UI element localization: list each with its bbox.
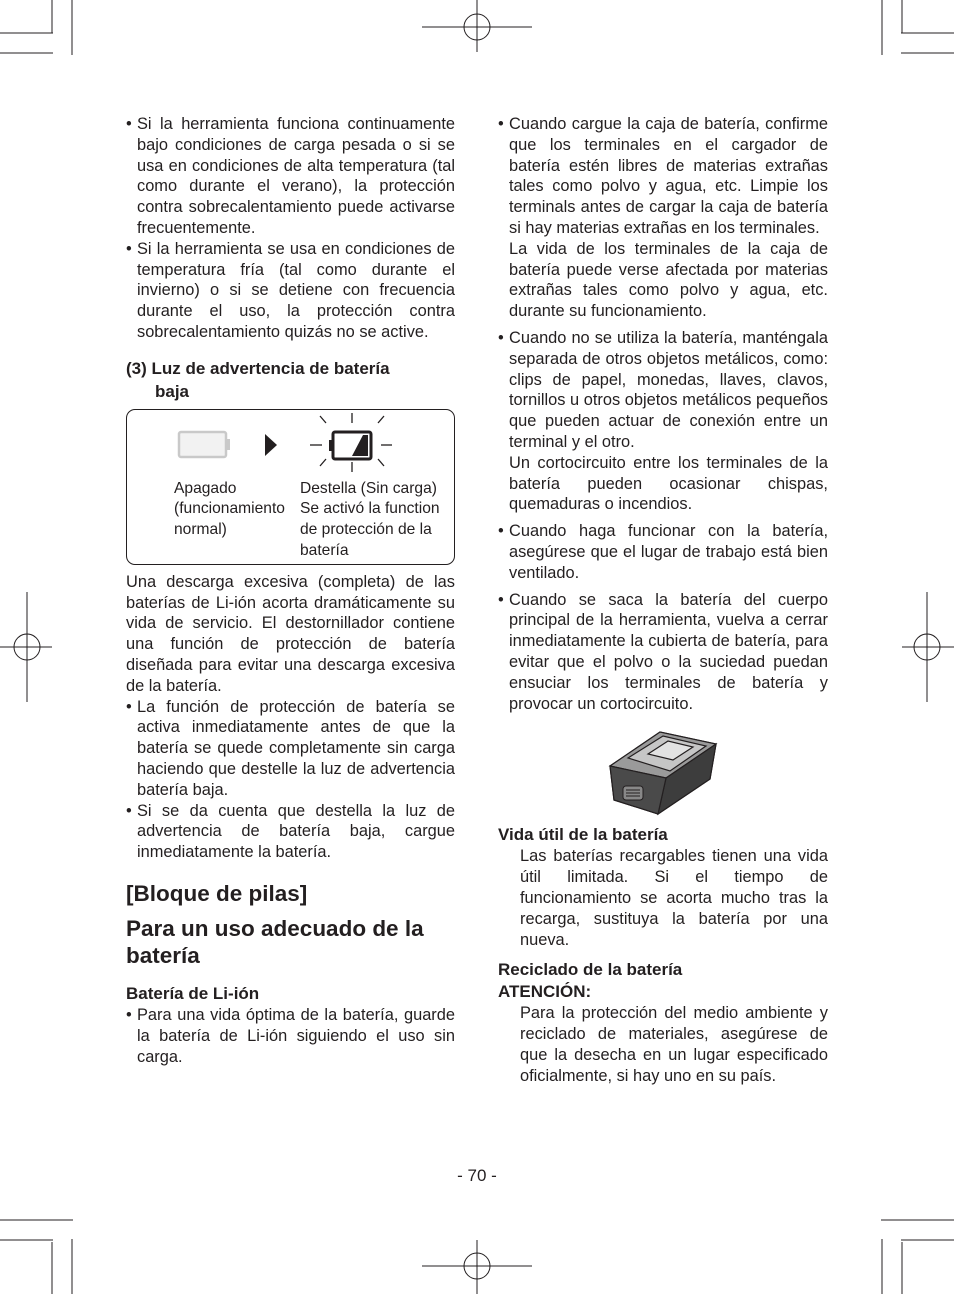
- battery-pack-figure: [498, 714, 828, 824]
- arrow-right-icon: [265, 434, 277, 456]
- recycle-heading: Reciclado de la batería: [498, 960, 683, 980]
- right-column: [498, 114, 828, 1086]
- life-heading: Vida útil de la batería: [498, 825, 668, 845]
- battery-indicator-box: [126, 409, 455, 565]
- life-text: Las baterías recargables tienen una vida útil limitada. Si el tiempo de funcionamiento se acorta mucho tras la recarga, sustituya la batería por una nueva.: [520, 847, 828, 949]
- registration-target-bottom: [422, 1240, 532, 1294]
- left-column: [126, 114, 455, 1067]
- registration-target-right: [902, 592, 954, 702]
- use-heading: Para un uso adecuado de la batería: [126, 915, 424, 968]
- indicator-off-label: [174, 479, 285, 541]
- discharge-paragraph: Una descarga excesiva (completa) de las baterías de Li-ión acorta dramáticamente su vida de servicio. El destornillador contiene una función de protección de batería diseñada para evitar una descarga excesiva de la batería.: [126, 572, 455, 695]
- charge-note: La vida de los terminales de la caja de batería puede verse afectada por materias extrañas tales como polvo y agua, etc. durante su funcionamiento.: [509, 239, 828, 321]
- page-number: - 70 -: [457, 1166, 497, 1185]
- battery-off-icon: [179, 432, 230, 457]
- liion-heading: Batería de Li-ión: [126, 983, 260, 1003]
- battery-pack-image: [498, 714, 828, 824]
- list-item: • Cuando haga funcionar con la batería, asegúrese que el lugar de trabajo está bien ventilado.: [498, 521, 828, 583]
- unused-note: Un cortocircuito entre los terminales de la batería pueden ocasionar chispas, quemaduras o incendios.: [509, 453, 828, 514]
- battery-flashing-icon: [310, 413, 392, 472]
- list-item: • Cuando cargue la caja de batería, confirme que los terminales en el cargador de batería estén libres de materias extrañas tales como polvo y agua, etc. Limpie los terminals antes de cargar la caja de batería si hay materias extrañas en los terminales.: [498, 114, 828, 239]
- indicator-flash-label: [300, 479, 440, 561]
- block-heading: [Bloque de pilas]: [126, 880, 308, 906]
- label-line: batería: [300, 541, 349, 559]
- list-item: • La función de protección de batería se activa inmediatamente antes de que la batería se quede completamente sin carga haciendo que destelle la luz de advertencia batería baja.: [126, 697, 455, 801]
- list-item: • Si se da cuenta que destella la luz de advertencia de batería baja, cargue inmediatamente la batería.: [126, 801, 455, 863]
- label-line: de protección de la: [300, 520, 432, 538]
- list-item: • Para una vida óptima de la batería, guarde la batería de Li-ión siguiendo el uso sin carga.: [126, 1005, 455, 1067]
- registration-target-left: [0, 592, 52, 702]
- registration-target-top: [422, 0, 532, 52]
- warning-heading-line1: (3) Luz de advertencia de batería: [126, 358, 390, 378]
- list-item: • Cuando no se utiliza la batería, manténgala separada de otros objetos metálicos, como: clips de papel, monedas, llaves, clavos, tornillos u otros objetos metálicos pequeños que pueden actuar de conexión entre un terminal y el otro.: [498, 328, 828, 453]
- warning-heading: [126, 357, 455, 403]
- list-item: • Si la herramienta se usa en condiciones de temperatura fría (tal como durante el invierno) o si se detiene con frecuencia durante el uso, la protección contra sobrecalentamiento quizás no se active.: [126, 239, 455, 343]
- label-line: normal): [174, 520, 227, 538]
- label-line: Se activó la function: [300, 500, 440, 518]
- list-item: • Si la herramienta funciona continuamente bajo condiciones de carga pesada o si se usa en condiciones de alta temperatura (tal como durante el verano), la protección contra sobrecalentamiento puede activarse frecuentemente.: [126, 114, 455, 239]
- attention-heading: ATENCIÓN:: [498, 982, 592, 1002]
- label-line: (funcionamiento: [174, 500, 285, 518]
- label-line: Destella (Sin carga): [300, 479, 437, 497]
- label-line: Apagado: [174, 479, 237, 497]
- recycle-text: Para la protección del medio ambiente y reciclado de materiales, asegúrese de que la desecha en un lugar especificado oficialmente, si hay uno en su país.: [520, 1004, 828, 1085]
- list-item: • Cuando se saca la batería del cuerpo principal de la herramienta, vuelva a cerrar inmediatamente la cubierta de batería, para evitar que el polvo o la suciedad puedan ensuciar los terminales de batería y provocar un cortocircuito.: [498, 590, 828, 715]
- warning-heading-line2: baja: [155, 381, 190, 401]
